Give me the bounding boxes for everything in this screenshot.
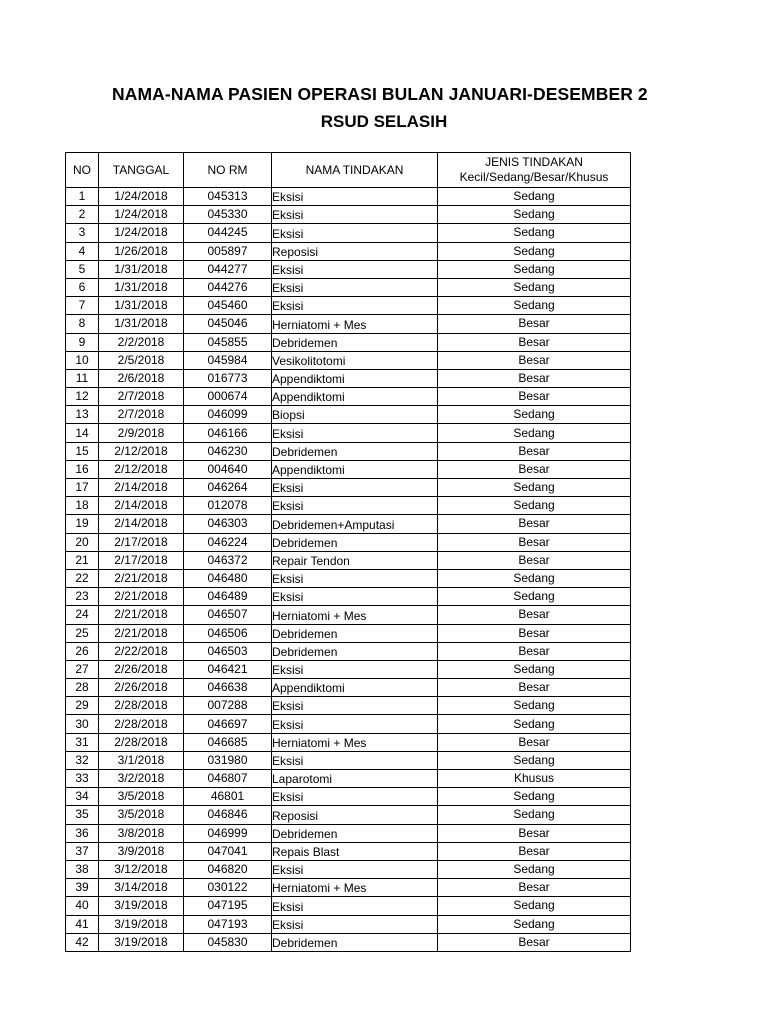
table-row	[66, 224, 631, 242]
table-row	[66, 460, 631, 478]
cell-nama-tindakan: Eksisi	[272, 224, 438, 242]
header-no-rm: NO RM	[184, 153, 272, 188]
cell-tanggal: 2/7/2018	[99, 388, 184, 406]
cell-no: 10	[66, 351, 99, 369]
table-row	[66, 733, 631, 751]
cell-tanggal: 3/19/2018	[99, 897, 184, 915]
cell-no: 1	[66, 188, 99, 206]
cell-tanggal: 1/26/2018	[99, 242, 184, 260]
cell-no: 42	[66, 933, 99, 951]
table-row	[66, 697, 631, 715]
cell-no: 19	[66, 515, 99, 533]
cell-no-rm: 045830	[184, 933, 272, 951]
table-row	[66, 533, 631, 551]
cell-tanggal: 3/5/2018	[99, 788, 184, 806]
cell-jenis-tindakan: Besar	[438, 333, 631, 351]
cell-no-rm: 016773	[184, 369, 272, 387]
cell-tanggal: 2/21/2018	[99, 606, 184, 624]
cell-tanggal: 2/14/2018	[99, 497, 184, 515]
cell-jenis-tindakan: Sedang	[438, 297, 631, 315]
cell-jenis-tindakan: Besar	[438, 442, 631, 460]
cell-nama-tindakan: Repair Tendon	[272, 551, 438, 569]
table-row	[66, 642, 631, 660]
cell-jenis-tindakan: Sedang	[438, 715, 631, 733]
cell-jenis-tindakan: Besar	[438, 824, 631, 842]
cell-tanggal: 3/12/2018	[99, 860, 184, 878]
cell-jenis-tindakan: Sedang	[438, 660, 631, 678]
cell-jenis-tindakan: Sedang	[438, 860, 631, 878]
cell-no-rm: 046999	[184, 824, 272, 842]
cell-jenis-tindakan: Sedang	[438, 278, 631, 296]
cell-jenis-tindakan: Besar	[438, 551, 631, 569]
cell-no-rm: 046480	[184, 569, 272, 587]
cell-tanggal: 2/28/2018	[99, 733, 184, 751]
cell-no: 29	[66, 697, 99, 715]
cell-no: 18	[66, 497, 99, 515]
cell-no-rm: 044276	[184, 278, 272, 296]
cell-jenis-tindakan: Besar	[438, 606, 631, 624]
cell-no: 39	[66, 879, 99, 897]
cell-tanggal: 2/28/2018	[99, 697, 184, 715]
cell-jenis-tindakan: Besar	[438, 460, 631, 478]
cell-tanggal: 1/24/2018	[99, 224, 184, 242]
cell-jenis-tindakan: Sedang	[438, 242, 631, 260]
table-row	[66, 206, 631, 224]
cell-tanggal: 2/12/2018	[99, 460, 184, 478]
cell-no-rm: 004640	[184, 460, 272, 478]
cell-tanggal: 2/14/2018	[99, 479, 184, 497]
cell-no-rm: 031980	[184, 751, 272, 769]
cell-no-rm: 046697	[184, 715, 272, 733]
table-row	[66, 715, 631, 733]
cell-nama-tindakan: Eksisi	[272, 897, 438, 915]
cell-no: 30	[66, 715, 99, 733]
cell-no-rm: 046489	[184, 588, 272, 606]
cell-no-rm: 046820	[184, 860, 272, 878]
cell-no: 35	[66, 806, 99, 824]
cell-jenis-tindakan: Sedang	[438, 897, 631, 915]
cell-nama-tindakan: Eksisi	[272, 588, 438, 606]
cell-jenis-tindakan: Besar	[438, 369, 631, 387]
table-row	[66, 497, 631, 515]
table-row	[66, 933, 631, 951]
table-row	[66, 842, 631, 860]
cell-jenis-tindakan: Besar	[438, 842, 631, 860]
table-row	[66, 915, 631, 933]
cell-tanggal: 2/6/2018	[99, 369, 184, 387]
cell-nama-tindakan: Eksisi	[272, 297, 438, 315]
cell-no-rm: 045460	[184, 297, 272, 315]
cell-nama-tindakan: Laparotomi	[272, 770, 438, 788]
cell-no: 4	[66, 242, 99, 260]
cell-no: 3	[66, 224, 99, 242]
cell-nama-tindakan: Eksisi	[272, 915, 438, 933]
table-row	[66, 297, 631, 315]
header-tanggal: TANGGAL	[99, 153, 184, 188]
cell-nama-tindakan: Debridemen	[272, 442, 438, 460]
cell-no-rm: 047193	[184, 915, 272, 933]
header-jenis-tindakan-title: JENIS TINDAKAN	[485, 155, 583, 169]
document-subtitle-container	[0, 112, 768, 132]
cell-tanggal: 2/22/2018	[99, 642, 184, 660]
cell-nama-tindakan: Eksisi	[272, 260, 438, 278]
header-nama-tindakan: NAMA TINDAKAN	[272, 153, 438, 188]
cell-nama-tindakan: Debridemen	[272, 824, 438, 842]
cell-no-rm: 046421	[184, 660, 272, 678]
cell-nama-tindakan: Appendiktomi	[272, 460, 438, 478]
cell-jenis-tindakan: Besar	[438, 315, 631, 333]
cell-nama-tindakan: Eksisi	[272, 278, 438, 296]
cell-no-rm: 46801	[184, 788, 272, 806]
cell-no: 7	[66, 297, 99, 315]
cell-nama-tindakan: Herniatomi + Mes	[272, 315, 438, 333]
cell-jenis-tindakan: Besar	[438, 515, 631, 533]
header-jenis-tindakan-categories: Kecil/Sedang/Besar/Khusus	[459, 170, 609, 184]
cell-tanggal: 2/9/2018	[99, 424, 184, 442]
cell-no: 8	[66, 315, 99, 333]
patient-operations-table	[65, 152, 631, 952]
cell-no-rm: 045046	[184, 315, 272, 333]
cell-jenis-tindakan: Sedang	[438, 806, 631, 824]
cell-no: 31	[66, 733, 99, 751]
cell-tanggal: 2/17/2018	[99, 533, 184, 551]
cell-nama-tindakan: Appendiktomi	[272, 679, 438, 697]
cell-no-rm: 046166	[184, 424, 272, 442]
cell-nama-tindakan: Herniatomi + Mes	[272, 606, 438, 624]
cell-no: 23	[66, 588, 99, 606]
table-row	[66, 315, 631, 333]
cell-tanggal: 1/31/2018	[99, 260, 184, 278]
cell-no: 41	[66, 915, 99, 933]
cell-nama-tindakan: Biopsi	[272, 406, 438, 424]
table-row	[66, 879, 631, 897]
table-row	[66, 442, 631, 460]
cell-tanggal: 2/14/2018	[99, 515, 184, 533]
table-row	[66, 824, 631, 842]
table-row	[66, 770, 631, 788]
cell-no-rm: 046224	[184, 533, 272, 551]
header-no: NO	[66, 153, 99, 188]
cell-no: 24	[66, 606, 99, 624]
cell-nama-tindakan: Debridemen	[272, 933, 438, 951]
cell-no: 16	[66, 460, 99, 478]
cell-tanggal: 2/7/2018	[99, 406, 184, 424]
cell-no-rm: 047041	[184, 842, 272, 860]
cell-no: 27	[66, 660, 99, 678]
cell-no: 5	[66, 260, 99, 278]
table-row	[66, 406, 631, 424]
table-row	[66, 788, 631, 806]
cell-nama-tindakan: Appendiktomi	[272, 388, 438, 406]
cell-no-rm: 045984	[184, 351, 272, 369]
table-row	[66, 424, 631, 442]
cell-no: 9	[66, 333, 99, 351]
table-row	[66, 242, 631, 260]
table-header-row	[66, 153, 631, 188]
cell-jenis-tindakan: Sedang	[438, 751, 631, 769]
cell-nama-tindakan: Eksisi	[272, 788, 438, 806]
cell-no-rm: 044277	[184, 260, 272, 278]
cell-nama-tindakan: Eksisi	[272, 206, 438, 224]
table-row	[66, 388, 631, 406]
cell-nama-tindakan: Eksisi	[272, 497, 438, 515]
cell-nama-tindakan: Eksisi	[272, 479, 438, 497]
cell-nama-tindakan: Debridemen	[272, 624, 438, 642]
cell-no: 20	[66, 533, 99, 551]
cell-no: 28	[66, 679, 99, 697]
cell-nama-tindakan: Reposisi	[272, 806, 438, 824]
cell-no: 12	[66, 388, 99, 406]
cell-jenis-tindakan: Besar	[438, 388, 631, 406]
document-subtitle: RSUD SELASIH	[320, 112, 448, 131]
table-body	[66, 188, 631, 952]
cell-tanggal: 2/2/2018	[99, 333, 184, 351]
cell-no: 37	[66, 842, 99, 860]
cell-tanggal: 1/24/2018	[99, 188, 184, 206]
cell-no-rm: 046099	[184, 406, 272, 424]
cell-tanggal: 2/28/2018	[99, 715, 184, 733]
cell-no-rm: 046685	[184, 733, 272, 751]
cell-nama-tindakan: Herniatomi + Mes	[272, 879, 438, 897]
cell-nama-tindakan: Eksisi	[272, 860, 438, 878]
cell-tanggal: 2/21/2018	[99, 624, 184, 642]
cell-jenis-tindakan: Besar	[438, 351, 631, 369]
cell-no-rm: 030122	[184, 879, 272, 897]
cell-jenis-tindakan: Sedang	[438, 224, 631, 242]
cell-no: 13	[66, 406, 99, 424]
cell-nama-tindakan: Debridemen	[272, 333, 438, 351]
table-row	[66, 260, 631, 278]
cell-nama-tindakan: Debridemen	[272, 533, 438, 551]
cell-jenis-tindakan: Sedang	[438, 697, 631, 715]
cell-nama-tindakan: Eksisi	[272, 660, 438, 678]
cell-no: 36	[66, 824, 99, 842]
cell-jenis-tindakan: Besar	[438, 879, 631, 897]
cell-no: 26	[66, 642, 99, 660]
cell-nama-tindakan: Debridemen	[272, 642, 438, 660]
cell-nama-tindakan: Debridemen+Amputasi	[272, 515, 438, 533]
cell-no-rm: 046503	[184, 642, 272, 660]
cell-nama-tindakan: Reposisi	[272, 242, 438, 260]
cell-no-rm: 044245	[184, 224, 272, 242]
cell-nama-tindakan: Eksisi	[272, 424, 438, 442]
cell-jenis-tindakan: Sedang	[438, 260, 631, 278]
table-row	[66, 351, 631, 369]
cell-tanggal: 3/19/2018	[99, 933, 184, 951]
cell-jenis-tindakan: Besar	[438, 533, 631, 551]
cell-no-rm: 046846	[184, 806, 272, 824]
cell-tanggal: 1/31/2018	[99, 315, 184, 333]
cell-no-rm: 046507	[184, 606, 272, 624]
table-row	[66, 897, 631, 915]
cell-no-rm: 007288	[184, 697, 272, 715]
cell-no: 21	[66, 551, 99, 569]
cell-no: 11	[66, 369, 99, 387]
cell-no-rm: 046506	[184, 624, 272, 642]
cell-no-rm: 012078	[184, 497, 272, 515]
cell-tanggal: 2/12/2018	[99, 442, 184, 460]
cell-no: 14	[66, 424, 99, 442]
cell-no: 25	[66, 624, 99, 642]
cell-jenis-tindakan: Sedang	[438, 206, 631, 224]
cell-no: 34	[66, 788, 99, 806]
table-row	[66, 479, 631, 497]
cell-tanggal: 2/5/2018	[99, 351, 184, 369]
cell-no-rm: 045313	[184, 188, 272, 206]
table-row	[66, 660, 631, 678]
cell-jenis-tindakan: Sedang	[438, 569, 631, 587]
cell-tanggal: 3/19/2018	[99, 915, 184, 933]
cell-nama-tindakan: Eksisi	[272, 715, 438, 733]
cell-jenis-tindakan: Sedang	[438, 424, 631, 442]
cell-jenis-tindakan: Besar	[438, 642, 631, 660]
table-row	[66, 369, 631, 387]
cell-no-rm: 045855	[184, 333, 272, 351]
cell-tanggal: 3/1/2018	[99, 751, 184, 769]
cell-no-rm: 046638	[184, 679, 272, 697]
header-jenis-tindakan	[438, 153, 631, 188]
cell-no-rm: 000674	[184, 388, 272, 406]
cell-no-rm: 046807	[184, 770, 272, 788]
cell-tanggal: 1/31/2018	[99, 297, 184, 315]
table-row	[66, 588, 631, 606]
table-row	[66, 624, 631, 642]
cell-tanggal: 1/24/2018	[99, 206, 184, 224]
cell-tanggal: 2/17/2018	[99, 551, 184, 569]
cell-no-rm: 046230	[184, 442, 272, 460]
cell-nama-tindakan: Eksisi	[272, 751, 438, 769]
cell-jenis-tindakan: Besar	[438, 679, 631, 697]
cell-no: 6	[66, 278, 99, 296]
cell-tanggal: 3/2/2018	[99, 770, 184, 788]
cell-jenis-tindakan: Besar	[438, 733, 631, 751]
cell-nama-tindakan: Vesikolitotomi	[272, 351, 438, 369]
cell-jenis-tindakan: Sedang	[438, 588, 631, 606]
table-row	[66, 515, 631, 533]
document-title-container	[0, 84, 768, 110]
cell-nama-tindakan: Appendiktomi	[272, 369, 438, 387]
cell-jenis-tindakan: Besar	[438, 933, 631, 951]
cell-tanggal: 3/14/2018	[99, 879, 184, 897]
cell-nama-tindakan: Eksisi	[272, 569, 438, 587]
cell-tanggal: 3/5/2018	[99, 806, 184, 824]
cell-tanggal: 3/8/2018	[99, 824, 184, 842]
cell-no: 17	[66, 479, 99, 497]
cell-tanggal: 1/31/2018	[99, 278, 184, 296]
cell-jenis-tindakan: Sedang	[438, 497, 631, 515]
document-title: NAMA-NAMA PASIEN OPERASI BULAN JANUARI-DESEMBER 2	[112, 84, 648, 104]
cell-no: 32	[66, 751, 99, 769]
cell-no: 15	[66, 442, 99, 460]
cell-no-rm: 005897	[184, 242, 272, 260]
cell-no-rm: 046264	[184, 479, 272, 497]
table-row	[66, 569, 631, 587]
table-row	[66, 806, 631, 824]
cell-no: 38	[66, 860, 99, 878]
cell-tanggal: 2/21/2018	[99, 569, 184, 587]
cell-jenis-tindakan: Sedang	[438, 915, 631, 933]
table-row	[66, 679, 631, 697]
table-row	[66, 751, 631, 769]
cell-tanggal: 2/26/2018	[99, 679, 184, 697]
cell-jenis-tindakan: Khusus	[438, 770, 631, 788]
cell-nama-tindakan: Herniatomi + Mes	[272, 733, 438, 751]
table-row	[66, 333, 631, 351]
table-row	[66, 278, 631, 296]
cell-jenis-tindakan: Sedang	[438, 406, 631, 424]
cell-no: 33	[66, 770, 99, 788]
cell-no: 40	[66, 897, 99, 915]
cell-tanggal: 2/21/2018	[99, 588, 184, 606]
table-row	[66, 606, 631, 624]
cell-no-rm: 046372	[184, 551, 272, 569]
table-row	[66, 860, 631, 878]
cell-jenis-tindakan: Besar	[438, 624, 631, 642]
cell-nama-tindakan: Eksisi	[272, 697, 438, 715]
cell-jenis-tindakan: Sedang	[438, 479, 631, 497]
cell-nama-tindakan: Eksisi	[272, 188, 438, 206]
cell-no: 2	[66, 206, 99, 224]
table-row	[66, 551, 631, 569]
table-row	[66, 188, 631, 206]
cell-tanggal: 2/26/2018	[99, 660, 184, 678]
cell-jenis-tindakan: Sedang	[438, 188, 631, 206]
cell-tanggal: 3/9/2018	[99, 842, 184, 860]
cell-jenis-tindakan: Sedang	[438, 788, 631, 806]
cell-no: 22	[66, 569, 99, 587]
cell-no-rm: 045330	[184, 206, 272, 224]
cell-nama-tindakan: Repais Blast	[272, 842, 438, 860]
cell-no-rm: 046303	[184, 515, 272, 533]
cell-no-rm: 047195	[184, 897, 272, 915]
